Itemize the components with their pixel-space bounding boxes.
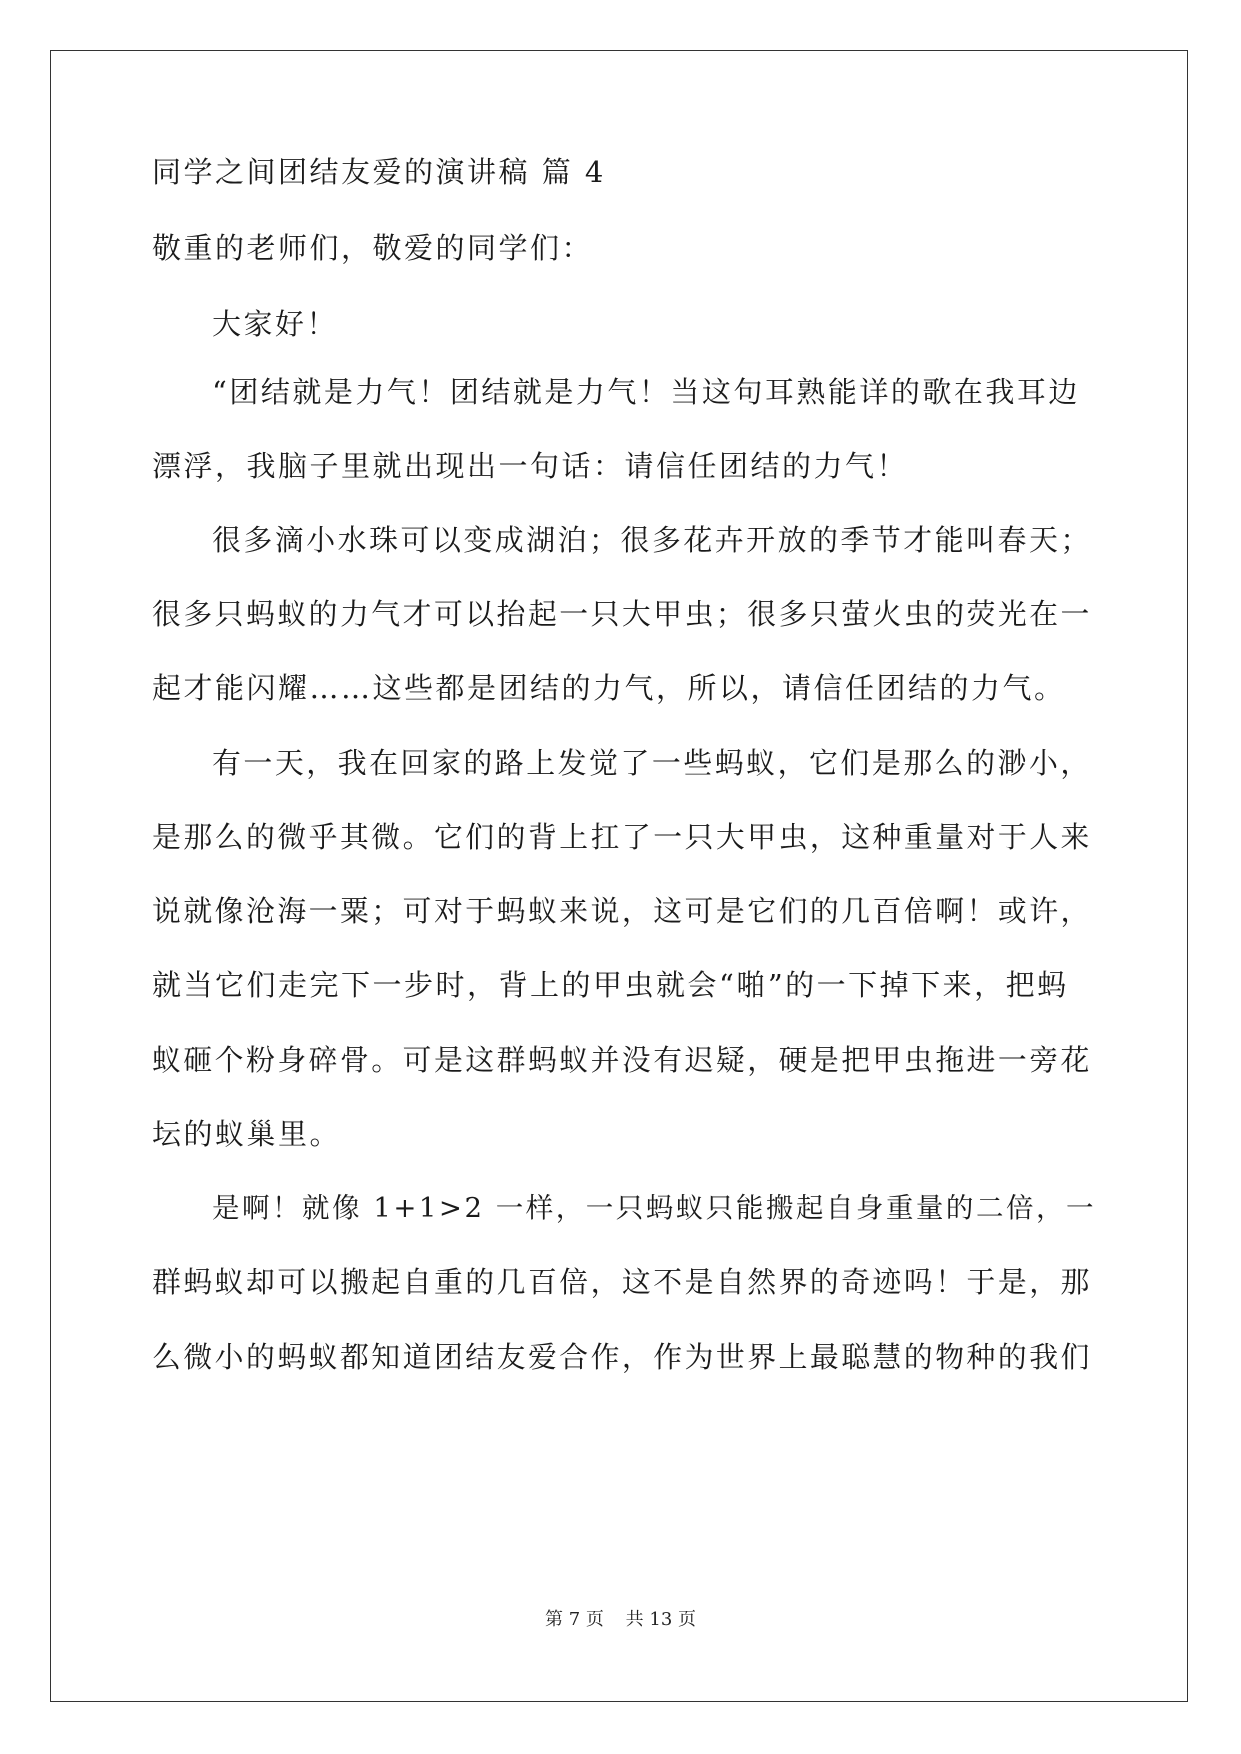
paragraph-line: 说就像沧海一粟；可对于蚂蚁来说，这可是它们的几百倍啊！或许，	[152, 894, 1092, 928]
paragraph-line: 有一天，我在回家的路上发觉了一些蚂蚁，它们是那么的渺小，	[212, 746, 1092, 780]
paragraph-line: 漂浮，我脑子里就出现出一句话：请信任团结的力气！	[152, 449, 909, 483]
paragraph-line: 就当它们走完下一步时，背上的甲虫就会“啪”的一下掉下来，把蚂	[152, 968, 1069, 1002]
document-title: 同学之间团结友爱的演讲稿 篇 4	[152, 155, 606, 189]
paragraph-line: 很多滴小水珠可以变成湖泊；很多花卉开放的季节才能叫春天；	[212, 523, 1092, 557]
page-border	[50, 50, 1188, 1702]
paragraph-line: 很多只蚂蚁的力气才可以抬起一只大甲虫；很多只萤火虫的荧光在一	[152, 597, 1092, 631]
paragraph-line: 是那么的微乎其微。它们的背上扛了一只大甲虫，这种重量对于人来	[152, 820, 1092, 854]
paragraph-line: 坛的蚁巢里。	[152, 1117, 342, 1151]
paragraph-line: 起才能闪耀……这些都是团结的力气，所以，请信任团结的力气。	[152, 671, 1066, 705]
paragraph-line: 是啊！就像 1+1>2 一样，一只蚂蚁只能搬起自身重量的二倍，一	[212, 1192, 1097, 1224]
greeting: 大家好！	[212, 307, 339, 341]
paragraph-line: 么微小的蚂蚁都知道团结友爱合作，作为世界上最聪慧的物种的我们	[152, 1340, 1092, 1374]
paragraph-line: 群蚂蚁却可以搬起自重的几百倍，这不是自然界的奇迹吗！于是，那	[152, 1265, 1092, 1299]
salutation: 敬重的老师们，敬爱的同学们：	[152, 231, 594, 265]
paragraph-line: 蚁砸个粉身碎骨。可是这群蚂蚁并没有迟疑，硬是把甲虫拖进一旁花	[152, 1043, 1092, 1077]
page-number: 第 7 页	[545, 1609, 604, 1630]
page-footer	[0, 1605, 1241, 1631]
paragraph-line: “团结就是力气！团结就是力气！当这句耳熟能详的歌在我耳边	[212, 375, 1080, 409]
page-total: 共 13 页	[625, 1609, 696, 1630]
